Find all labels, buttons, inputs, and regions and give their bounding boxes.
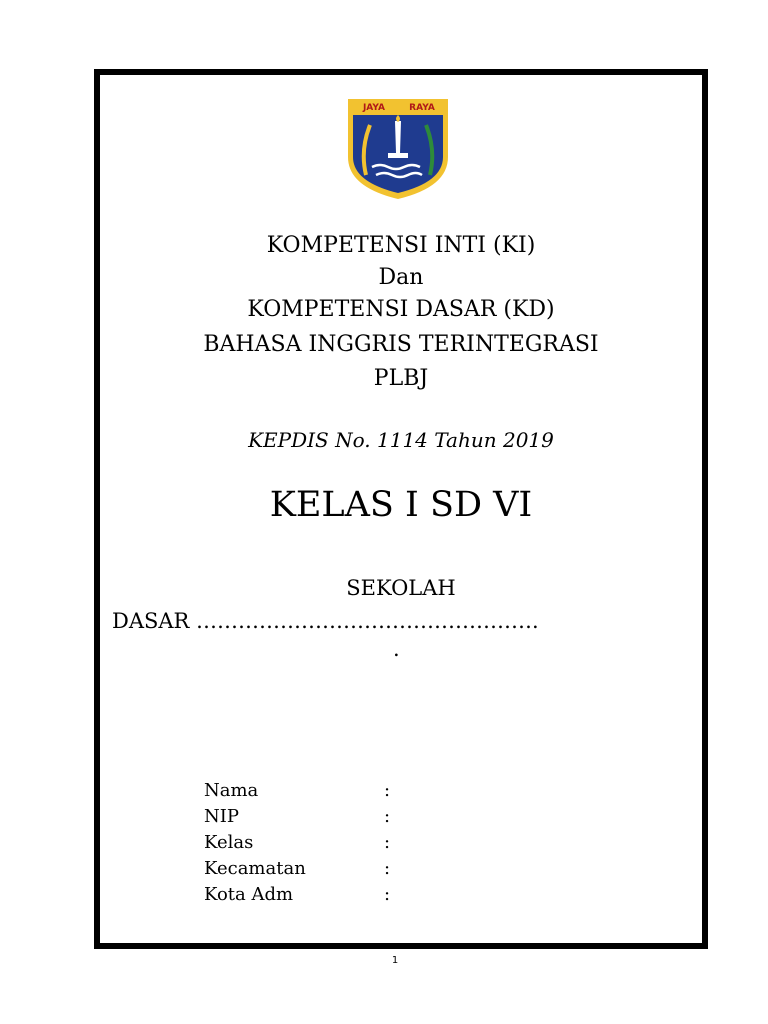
identity-label: Nama	[204, 780, 259, 801]
cover-frame	[94, 69, 708, 949]
identity-colon: :	[384, 806, 391, 827]
monas-tower-icon	[395, 121, 401, 153]
identity-colon: :	[384, 780, 391, 801]
identity-row-nip	[204, 804, 404, 830]
emblem-graphic	[344, 95, 452, 203]
page-number: 1	[391, 955, 399, 966]
school-name-blank-tail: .	[393, 637, 400, 661]
identity-row-class	[204, 830, 404, 856]
grade-heading: KELAS I SD VI	[269, 485, 533, 525]
monas-base-icon	[388, 153, 408, 158]
identity-label: Kota Adm	[204, 884, 294, 905]
school-name-blank: DASAR ………………………………………….	[112, 609, 539, 633]
identity-row-city	[204, 882, 404, 908]
identity-label: Kelas	[204, 832, 254, 853]
identity-label: NIP	[204, 806, 239, 827]
identity-colon: :	[384, 832, 391, 853]
title-line-5: PLBJ	[373, 366, 429, 391]
identity-colon: :	[384, 884, 391, 905]
emblem-banner-right: RAYA	[409, 103, 435, 113]
title-line-2: Dan	[378, 265, 424, 290]
jakarta-emblem-logo	[344, 95, 452, 203]
title-line-1: KOMPETENSI INTI (KI)	[266, 233, 536, 258]
identity-colon: :	[384, 858, 391, 879]
decree-number: KEPDIS No. 1114 Tahun 2019	[248, 428, 554, 452]
emblem-banner-left: JAYA	[362, 103, 386, 113]
identity-label: Kecamatan	[204, 858, 306, 879]
title-line-3: KOMPETENSI DASAR (KD)	[247, 297, 555, 322]
identity-row-name	[204, 778, 404, 804]
school-label: SEKOLAH	[346, 576, 456, 600]
identity-fields	[204, 778, 404, 908]
title-line-4: BAHASA INGGRIS TERINTEGRASI	[203, 332, 599, 357]
identity-row-district	[204, 856, 404, 882]
